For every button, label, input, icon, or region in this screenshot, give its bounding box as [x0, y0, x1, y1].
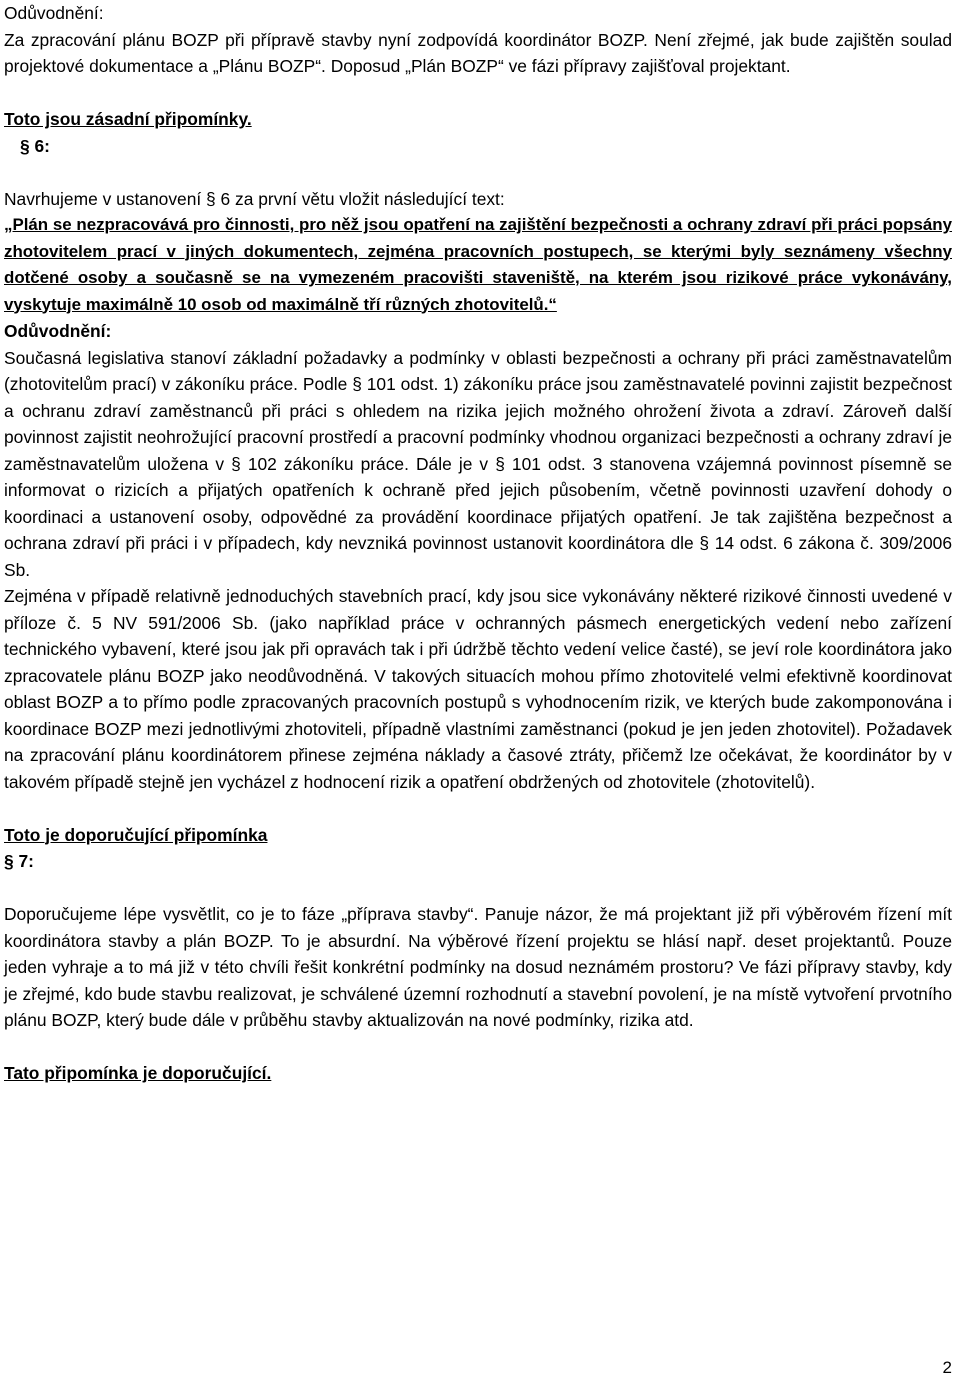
section-6-justification-heading: Odůvodnění:: [4, 321, 112, 341]
section-6-justification-paragraph-1: Současná legislativa stanoví základní požadavky a podmínky v oblasti bezpečnosti a ochrany při práci zaměstnavatelům (zhotovitelům prací) v zákoníku práce. Podle § 101 odst. 1) zákoníku práce jsou zaměstnavatelé povinni zajistit bezpečnost a ochranu zdraví zaměstnanců při práci s ohledem na rizika jejich možného ohrožení života a zdraví. Zároveň další povinnost zajistit neohrožující pracovní prostředí a pracovní podmínky vhodnou organizaci bezpečnosti a ochrany zdraví je zaměstnavatelům uložena v § 102 zákoníku práce. Dále je v § 101 odst. 3 stanovena vzájemná povinnost písemně se informovat o rizicích a přijatých opatřeních k ochraně před jejich působením, včetně povinnosti uzavření dohody o koordinaci a ustanovení osoby, odpovědné za provádění koordinace přijatých opatření. Je tak zajištěna bezpečnost a ochrana zdraví při práci i v případech, kdy nevzniká povinnost ustanovit koordinátora dle § 14 odst. 6 zákona č. 309/2006 Sb.: [4, 347, 952, 580]
section-6-heading: § 6:: [20, 135, 50, 156]
section-7-text: Doporučujeme lépe vysvětlit, co je to fáze „příprava stavby“. Panuje názor, že má projektant již při výběrovém řízení mít koordinátora stavby a plán BOZP. To je absurdní. Na výběrové řízení projektu se hlásí např. deset projektantů. Pouze jeden vyhraje a to má již v této chvíli řešit konkrétní podmínky na dosud neznámém prostoru? Ve fázi přípravy stavby, kdy je zřejmé, kdo bude stavbu realizovat, je schválené územní rozhodnutí a stavební povolení, je na místě vytvoření prvotního plánu BOZP, který bude dále v průběhu stavby aktualizován na nové podmínky, rizika atd.: [4, 904, 952, 1030]
justification-text: Za zpracování plánu BOZP při přípravě stavby nyní zodpovídá koordinátor BOZP. Není zřejmé, jak bude zajištěn soulad projektové dokumentace a „Plánu BOZP“. Doposud „Plán BOZP“ ve fázi přípravy zajišťoval projektant.: [4, 29, 952, 76]
verdict-fundamental: Toto jsou zásadní připomínky.: [4, 109, 252, 129]
section-6-justification-paragraph-2: Zejména v případě relativně jednoduchých stavebních prací, kdy jsou sice vykonávány některé rizikové činnosti uvedené v příloze č. 5 NV 591/2006 Sb. (jako například práce v ochranných pásmech energetických vedení nebo zařízení technického vybavení, které jsou jak při opravách tak i při údržbě těchto vedení velice časté), se jeví role koordinátora jako zpracovatele plánu BOZP jako neodůvodněná. V takových situacích mohou přímo zhotovitelé velmi efektivně koordinovat oblast BOZP a to přímo podle zpracovaných pracovních postupů s vyhodnocením rizik, ve kterých bude zakomponována i koordinace BOZP mezi jednotlivými zhotoviteli, případně vlastními zaměstnanci (pokud je jen jeden zhotovitel). Požadavek na zpracování plánu koordinátorem přinese zejména náklady a časové ztráty, přičemž lze očekávat, že koordinátor by v takovém případě stejně jen vycházel z hodnocení rizik a opatření obdržených od zhotovitele (zhotovitelů).: [4, 586, 952, 792]
section-7-verdict: Tato připomínka je doporučující.: [4, 1063, 272, 1083]
section-7-heading: § 7:: [4, 851, 34, 871]
section-6-intro: Navrhujeme v ustanovení § 6 za první větu vložit následující text:: [4, 188, 505, 209]
justification-heading: Odůvodnění:: [4, 3, 104, 23]
document-page: [4, 0, 952, 1087]
page-number: 2: [942, 1358, 952, 1377]
section-6-verdict: Toto je doporučující připomínka: [4, 824, 268, 845]
section-6-proposal: „Plán se nezpracovává pro činnosti, pro něž jsou opatření na zajištění bezpečnosti a ochrany zdraví při práci popsány zhotovitelem prací v jiných dokumentech, zejména pracovních postupech, se kterými byly seznámeny všechny dotčené osoby a současně se na vymezeném pracovišti staveniště, na kterém jsou rizikové práce vykonávány, vyskytuje maximálně 10 osob od maximálně tří různých zhotovitelů.“: [4, 215, 952, 314]
